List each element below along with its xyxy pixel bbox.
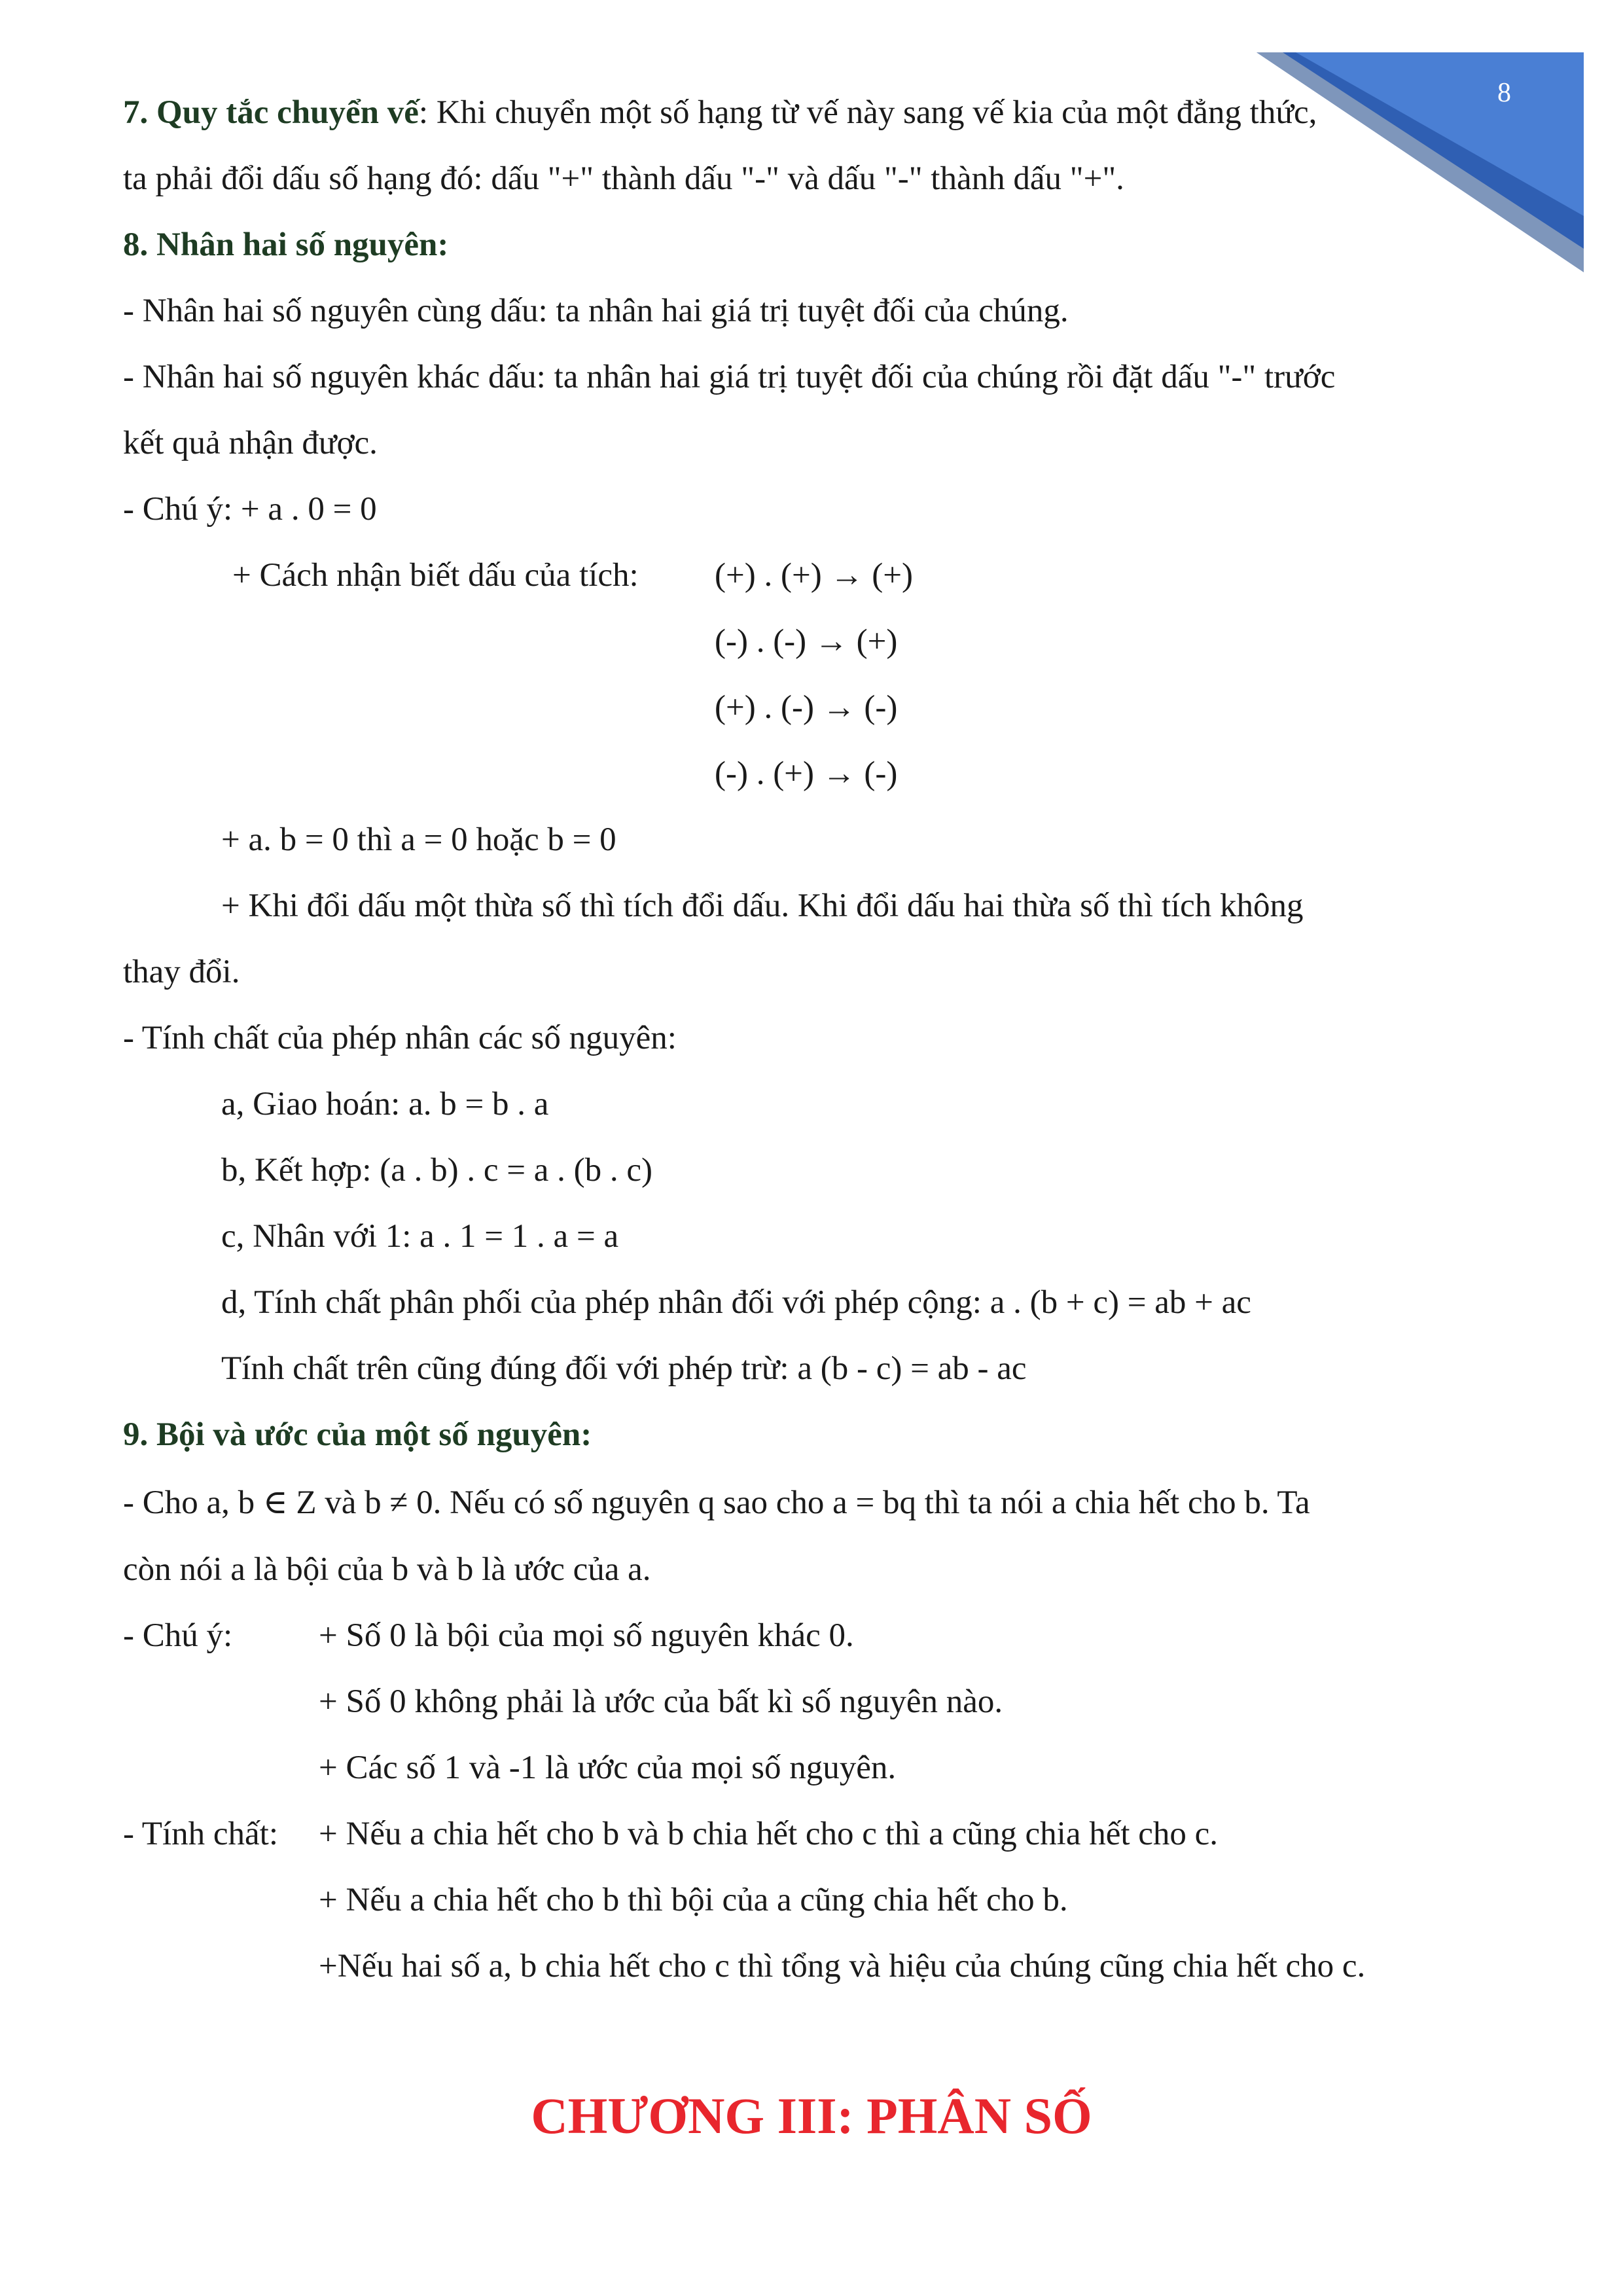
s8-rule-2b: kết quả nhận được. [123,425,378,461]
s9-note-label: - Chú ý: [123,1617,233,1654]
s9-def-a: - Cho a, b ∈ Z và b ≠ 0. Nếu có số nguyên q sao cho a = bq thì ta nói a chia hết cho b. Ta [123,1484,1310,1521]
s8-rule-1: - Nhân hai số nguyên cùng dấu: ta nhân hai giá trị tuyệt đối của chúng. [123,293,1069,329]
s9-def-b: còn nói a là bội của b và b là ước của a. [123,1551,651,1588]
s8-rule-2a: - Nhân hai số nguyên khác dấu: ta nhân hai giá trị tuyệt đối của chúng rồi đặt dấu "-" trước [123,359,1336,395]
s8-prop-d: d, Tính chất phân phối của phép nhân đối với phép cộng: a . (b + c) = ab + ac [221,1284,1251,1321]
s8-props-title: - Tính chất của phép nhân các số nguyên: [123,1020,677,1056]
s8-change-b: thay đổi. [123,954,240,990]
s8-note: - Chú ý: + a . 0 = 0 [123,491,377,528]
s8-sign-label: + Cách nhận biết dấu của tích: [232,557,639,594]
s7-line-1 [123,92,1512,134]
s9-prop-label: - Tính chất: [123,1816,278,1852]
s7-text-1: : Khi chuyển một số hạng từ vế này sang vế kia của một đẳng thức, [418,94,1317,131]
s8-prop-a: a, Giao hoán: a. b = b . a [221,1086,549,1122]
s9-note-1: + Số 0 là bội của mọi số nguyên khác 0. [319,1617,854,1654]
chapter-title: CHƯƠNG III: PHÂN SỐ [531,2087,1092,2144]
s8-prop-c: c, Nhân với 1: a . 1 = 1 . a = a [221,1218,619,1255]
s7-text-2: ta phải đổi dấu số hạng đó: dấu "+" thành dấu "-" và dấu "-" thành dấu "+". [123,160,1124,197]
s9-note-3: + Các số 1 và -1 là ước của mọi số nguyên. [319,1749,897,1786]
s8-change-a: + Khi đổi dấu một thừa số thì tích đổi dấu. Khi đổi dấu hai thừa số thì tích không [221,888,1304,924]
s7-heading: 7. Quy tắc chuyển vế [123,94,419,131]
s8-sign-rule-4: (-) . (+) → (-) [715,755,898,792]
s8-sign-rule-3: (+) . (-) → (-) [715,689,898,726]
s9-prop-2: + Nếu a chia hết cho b thì bội của a cũng chia hết cho b. [319,1882,1068,1918]
s9-note-2: + Số 0 không phải là ước của bất kì số nguyên nào. [319,1683,1003,1720]
s9-prop-3: +Nếu hai số a, b chia hết cho c thì tổng và hiệu của chúng cũng chia hết cho c. [319,1948,1366,1984]
page-number: 8 [1497,78,1511,108]
s8-prop-b: b, Kết hợp: (a . b) . c = a . (b . c) [221,1152,653,1189]
s8-prop-e: Tính chất trên cũng đúng đối với phép trừ: a (b - c) = ab - ac [221,1350,1027,1387]
s9-heading: 9. Bội và ước của một số nguyên: [123,1416,592,1453]
s9-prop-1: + Nếu a chia hết cho b và b chia hết cho c thì a cũng chia hết cho c. [319,1816,1219,1852]
s8-zero-rule: + a. b = 0 thì a = 0 hoặc b = 0 [221,821,616,858]
s8-sign-rule-2: (-) . (-) → (+) [715,623,898,660]
s8-sign-rule-1: (+) . (+) → (+) [715,557,913,594]
s8-heading: 8. Nhân hai số nguyên: [123,226,449,263]
